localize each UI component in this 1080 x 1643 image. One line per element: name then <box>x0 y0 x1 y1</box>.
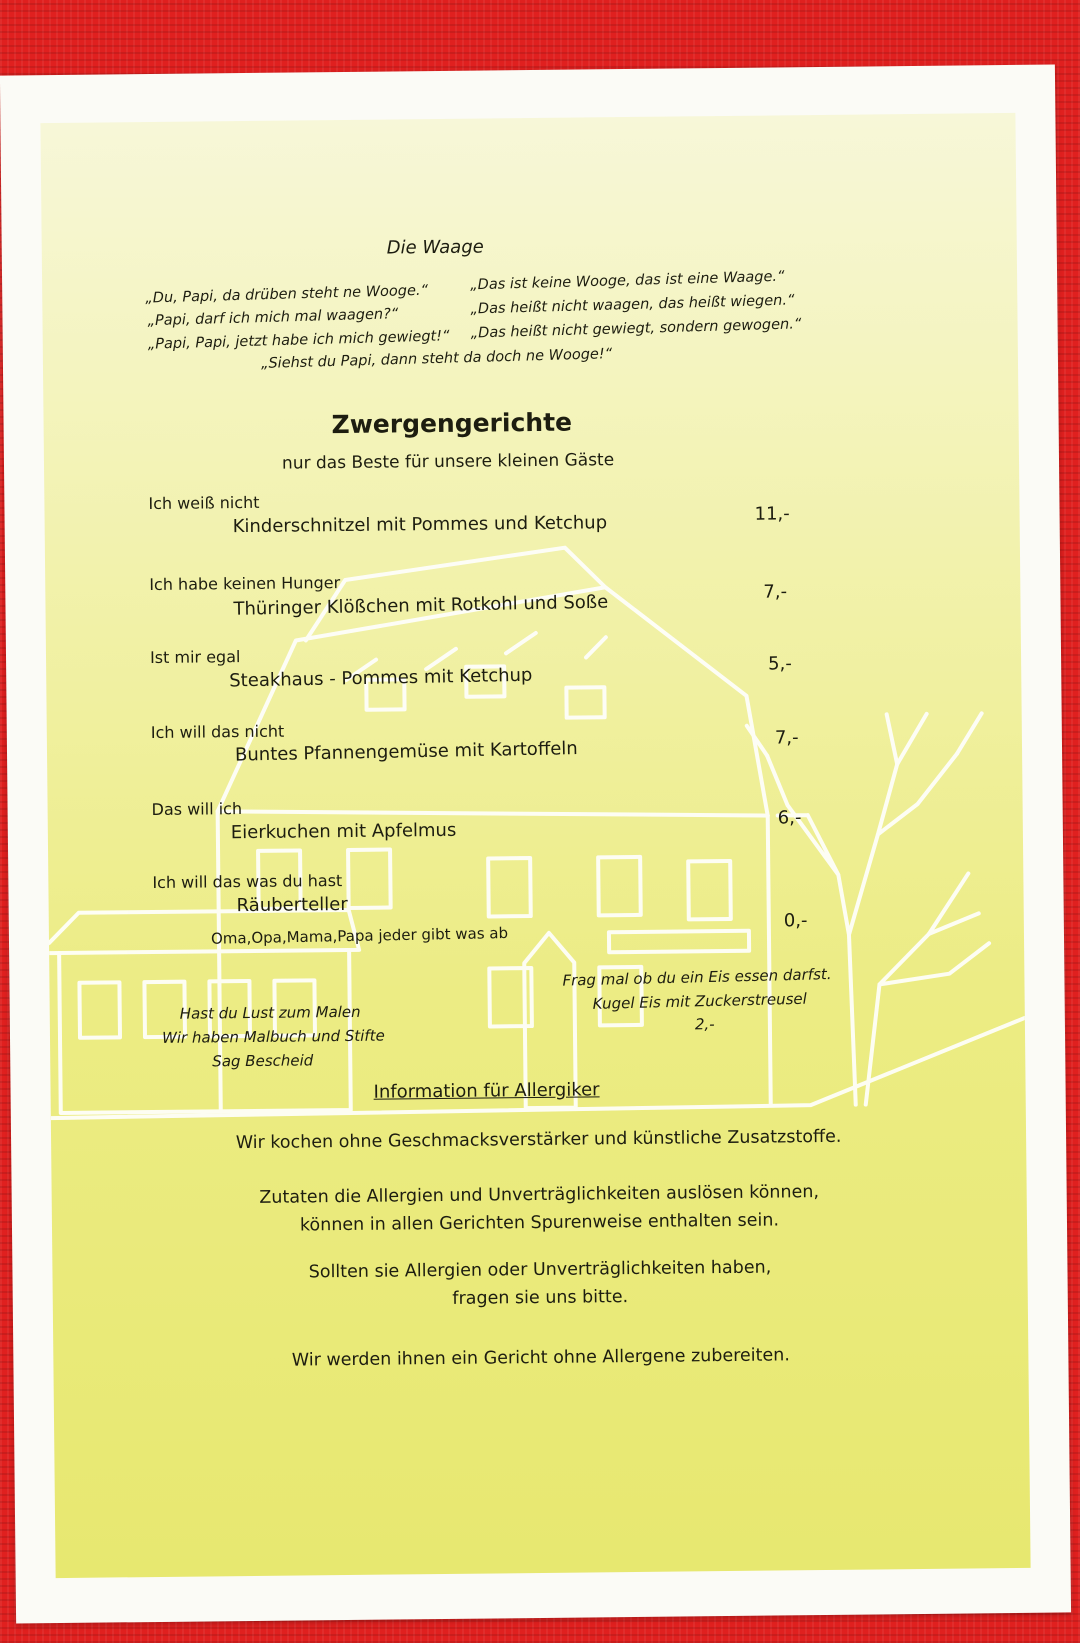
menu-item-price: 7,- <box>774 727 799 749</box>
menu-item-dish: Räuberteller <box>236 893 348 917</box>
menu-item-price: 5,- <box>768 653 792 675</box>
menu-title: Zwergengerichte <box>331 407 573 440</box>
poem-title: Die Waage <box>386 236 484 259</box>
printed-area <box>40 113 1030 1578</box>
menu-item-category: Ich habe keinen Hunger <box>149 573 341 595</box>
menu-item-category: Ich will das nicht <box>150 721 285 743</box>
menu-item-category: Ich weiß nicht <box>148 492 260 514</box>
allergy-paragraph-2-line-2: können in allen Gerichten Spurenweise enthalten sein. <box>299 1210 780 1236</box>
menu-item-category: Ist mir egal <box>149 647 241 668</box>
menu-item-note: Oma,Opa,Mama,Papa jeder gibt was ab <box>210 923 509 948</box>
menu-item-category: Das will ich <box>151 799 243 820</box>
menu-item-dish: Kinderschnitzel mit Pommes und Ketchup <box>232 512 608 538</box>
allergy-title: Information für Allergiker <box>373 1079 600 1103</box>
poem-right-line-2: „Das heißt nicht waagen, das heißt wiegen.“ <box>470 292 795 318</box>
poem-left-line-3: „Papi, Papi, jetzt habe ich mich gewiegt!“ <box>147 328 450 353</box>
menu-sheet <box>0 65 1071 1624</box>
allergy-paragraph-3-line-2: fragen sie uns bitte. <box>452 1287 629 1309</box>
allergy-paragraph-3-line-1: Sollten sie Allergien oder Unverträglichkeiten haben, <box>308 1257 772 1283</box>
icecream-price: 2,- <box>694 1015 715 1034</box>
menu-item-dish: Eierkuchen mit Apfelmus <box>230 819 457 844</box>
poem-right-line-1: „Das ist keine Wooge, das ist eine Waage.“ <box>469 268 785 294</box>
menu-item-price: 0,- <box>783 910 808 932</box>
menu-item-category: Ich will das was du hast <box>152 871 343 893</box>
allergy-paragraph-2-line-1: Zutaten die Allergien und Unverträglichkeiten auslösen können, <box>259 1182 820 1208</box>
poem-right-line-3: „Das heißt nicht gewiegt, sondern gewogen.“ <box>470 316 802 342</box>
icecream-line-1: Frag mal ob du ein Eis essen darfst. <box>562 965 832 990</box>
poem-left-line-1: „Du, Papi, da drüben steht ne Wooge.“ <box>145 282 429 307</box>
menu-item-dish: Buntes Pfannengemüse mit Kartoffeln <box>234 738 578 766</box>
poem-left-line-2: „Papi, darf ich mich mal waagen?“ <box>147 306 399 330</box>
menu-item-dish: Steakhaus - Pommes mit Ketchup <box>229 664 533 692</box>
drawing-note-line-2: Wir haben Malbuch und Stifte <box>161 1026 385 1047</box>
icecream-line-2: Kugel Eis mit Zuckerstreusel <box>592 989 808 1013</box>
allergy-paragraph-1: Wir kochen ohne Geschmacksverstärker und künstliche Zusatzstoffe. <box>235 1126 842 1154</box>
allergy-paragraph-4: Wir werden ihnen ein Gericht ohne Allergene zubereiten. <box>291 1345 790 1371</box>
menu-item-price: 6,- <box>777 807 802 829</box>
menu-subtitle: nur das Beste für unsere kleinen Gäste <box>281 450 615 474</box>
drawing-note-line-1: Hast du Lust zum Malen <box>179 1002 361 1023</box>
menu-item-price: 11,- <box>754 503 790 525</box>
poem-closing: „Siehst du Papi, dann steht da doch ne Wooge!“ <box>260 346 613 372</box>
menu-item-dish: Thüringer Klößchen mit Rotkohl und Soße <box>233 591 609 620</box>
drawing-note-line-3: Sag Bescheid <box>212 1051 314 1071</box>
menu-item-price: 7,- <box>763 581 788 603</box>
